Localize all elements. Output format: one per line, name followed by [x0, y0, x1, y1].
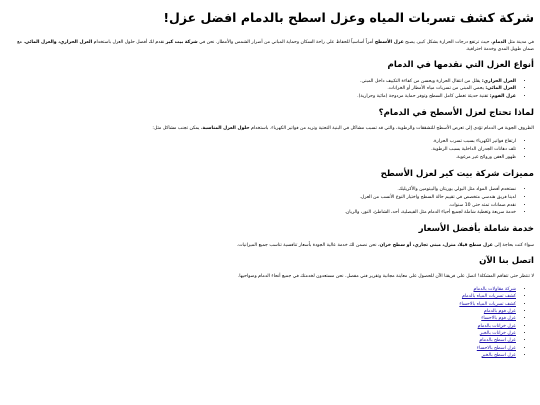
type-text: تقنية حديثة تغطي كامل السطح وتوفر حماية مزدوجة (مائية وحرارية).: [357, 94, 490, 100]
list-item: [6, 308, 516, 315]
list-item: [6, 323, 516, 330]
related-links-list: [6, 286, 534, 359]
prices-bold: عزل سطح فيلا، منزل، مبنى تجاري، أو سطح خزان: [379, 242, 493, 248]
related-link[interactable]: عزل اسطح بالاحساء: [476, 345, 516, 351]
list-item: [6, 352, 516, 359]
why-bold: حلول العزل المناسبة: [202, 126, 250, 132]
why-paragraph: [6, 125, 534, 132]
related-link[interactable]: عزل فوم بالاحساء: [481, 316, 516, 322]
type-label: العزل المائي:: [485, 86, 516, 92]
why-list: [6, 138, 534, 161]
intro-text-5: ، مع ضمان طويل المدى وخدمة احترافية.: [17, 40, 534, 53]
intro-text-2: ، حيث ترتفع درجات الحرارة بشكل كبير، يصبح: [403, 40, 493, 45]
contact-paragraph: لا تنتظر حتى تتفاقم المشكلة! اتصل على فريقنا الآن للحصول على معاينة مجانية وتقرير فني مفصل. نحن مستعدون لخدمتك في جميع أنحاء الدمام وضواحيها.: [237, 273, 534, 279]
related-link[interactable]: عزل فوم بالدمام: [483, 309, 516, 315]
list-item: • لدينا فريق هندسي متخصص في تقييم حالة السطح واختيار النوع الأنسب من العزل.: [6, 194, 516, 202]
list-item: [6, 85, 516, 93]
list-item: [6, 78, 516, 86]
intro-text-4: نقدم لك أفضل حلول العزل باستخدام: [92, 40, 166, 45]
intro-text-1: في مدينة مثل: [506, 40, 534, 45]
related-link[interactable]: عزل خزانات بالخبر: [479, 331, 516, 337]
related-link[interactable]: كشف تسربات المياه بالدمام: [461, 294, 516, 300]
section-heading-features: مميزات شركة بيت كير لعزل الأسطح: [380, 168, 534, 179]
type-text: يقلل من انتقال الحرارة ويحسن من كفاءة التكييف داخل المبنى.: [360, 78, 482, 84]
section-heading-contact: اتصل بنا الآن: [479, 255, 534, 266]
section-heading-prices: خدمة شاملة بأفضل الأسعار: [418, 224, 534, 235]
page-title: شركة كشف تسربات المياه وعزل اسطح بالدمام افضل عزل!: [163, 10, 534, 25]
features-list: [6, 186, 534, 217]
intro-bold-4: العزل الحراري، والعزل المائي: [24, 40, 93, 45]
list-item: • تلف دهانات الجدران الداخلية بسبب الرطوبة.: [6, 146, 516, 154]
list-item: [6, 337, 516, 344]
intro-bold-3: شركة بيت كير: [165, 40, 198, 45]
type-label: عزل الفوم:: [489, 94, 516, 100]
why-text-end: ، يمكن تجنب مشاكل مثل:: [152, 126, 203, 132]
related-link[interactable]: عزل اسطح بالدمام: [479, 338, 516, 344]
list-item: [6, 286, 516, 293]
list-item: • خدمة سريعة وتغطية شاملة لجميع أحياء الدمام مثل الفيصلية، أحد، الشاطئ، النور، والريان.: [6, 209, 516, 217]
prices-text-1: سواء كنت بحاجة إلى: [492, 242, 534, 248]
list-item: [6, 93, 516, 101]
list-item: • نستخدم أفضل المواد مثل البولي يوريثان والبيتومين والأكريليك.: [6, 186, 516, 194]
section-heading-types: أنواع العزل التي نقدمها في الدمام: [387, 60, 534, 71]
section-heading-why: لماذا تحتاج لعزل الأسطح في الدمام؟: [378, 107, 534, 118]
intro-text-3: أمراً أساسياً للحفاظ على راحة السكان وحماية المباني من أضرار الشمس والأمطار. نحن في: [197, 40, 375, 45]
intro-bold-2: عزل الأسطح: [374, 40, 404, 45]
list-item: [6, 315, 516, 322]
list-item: • ظهور العفن وروائح غير مرغوبة.: [6, 154, 516, 162]
list-item: [6, 293, 516, 300]
type-text: يحمي المبنى من تسربات مياه الأمطار أو الخزانات.: [387, 86, 486, 92]
prices-paragraph: [6, 242, 534, 249]
why-text: الظروف الجوية في الدمام تؤدي إلى تعرض الأسطح للتشققات والرطوبة، والتي قد تسبب مشاكل في البنية التحتية وتزيد من فواتير الكهرباء. باستخدام: [249, 126, 534, 132]
intro-bold-1: الدمام: [492, 40, 507, 45]
prices-text-2: ، نحن نضمن لك خدمة عالية الجودة بأسعار تنافسية تناسب جميع الميزانيات.: [236, 242, 380, 248]
list-item: [6, 345, 516, 352]
list-item: [6, 301, 516, 308]
types-list: [6, 78, 534, 101]
intro-paragraph: [6, 39, 534, 53]
type-label: العزل الحراري:: [481, 78, 516, 84]
list-item: • نقدم ضمانات تمتد حتى 10 سنوات.: [6, 202, 516, 210]
related-link[interactable]: عزل خزانات بالدمام: [477, 323, 516, 329]
list-item: [6, 330, 516, 337]
related-link[interactable]: شركة مقاولات بالدمام: [473, 287, 516, 293]
related-link[interactable]: عزل اسطح بالخبر: [481, 353, 516, 359]
related-link[interactable]: كشف تسربات المياه بالاحساء: [459, 301, 516, 307]
list-item: • ارتفاع فواتير الكهرباء بسبب تسرب الحرارة.: [6, 138, 516, 146]
